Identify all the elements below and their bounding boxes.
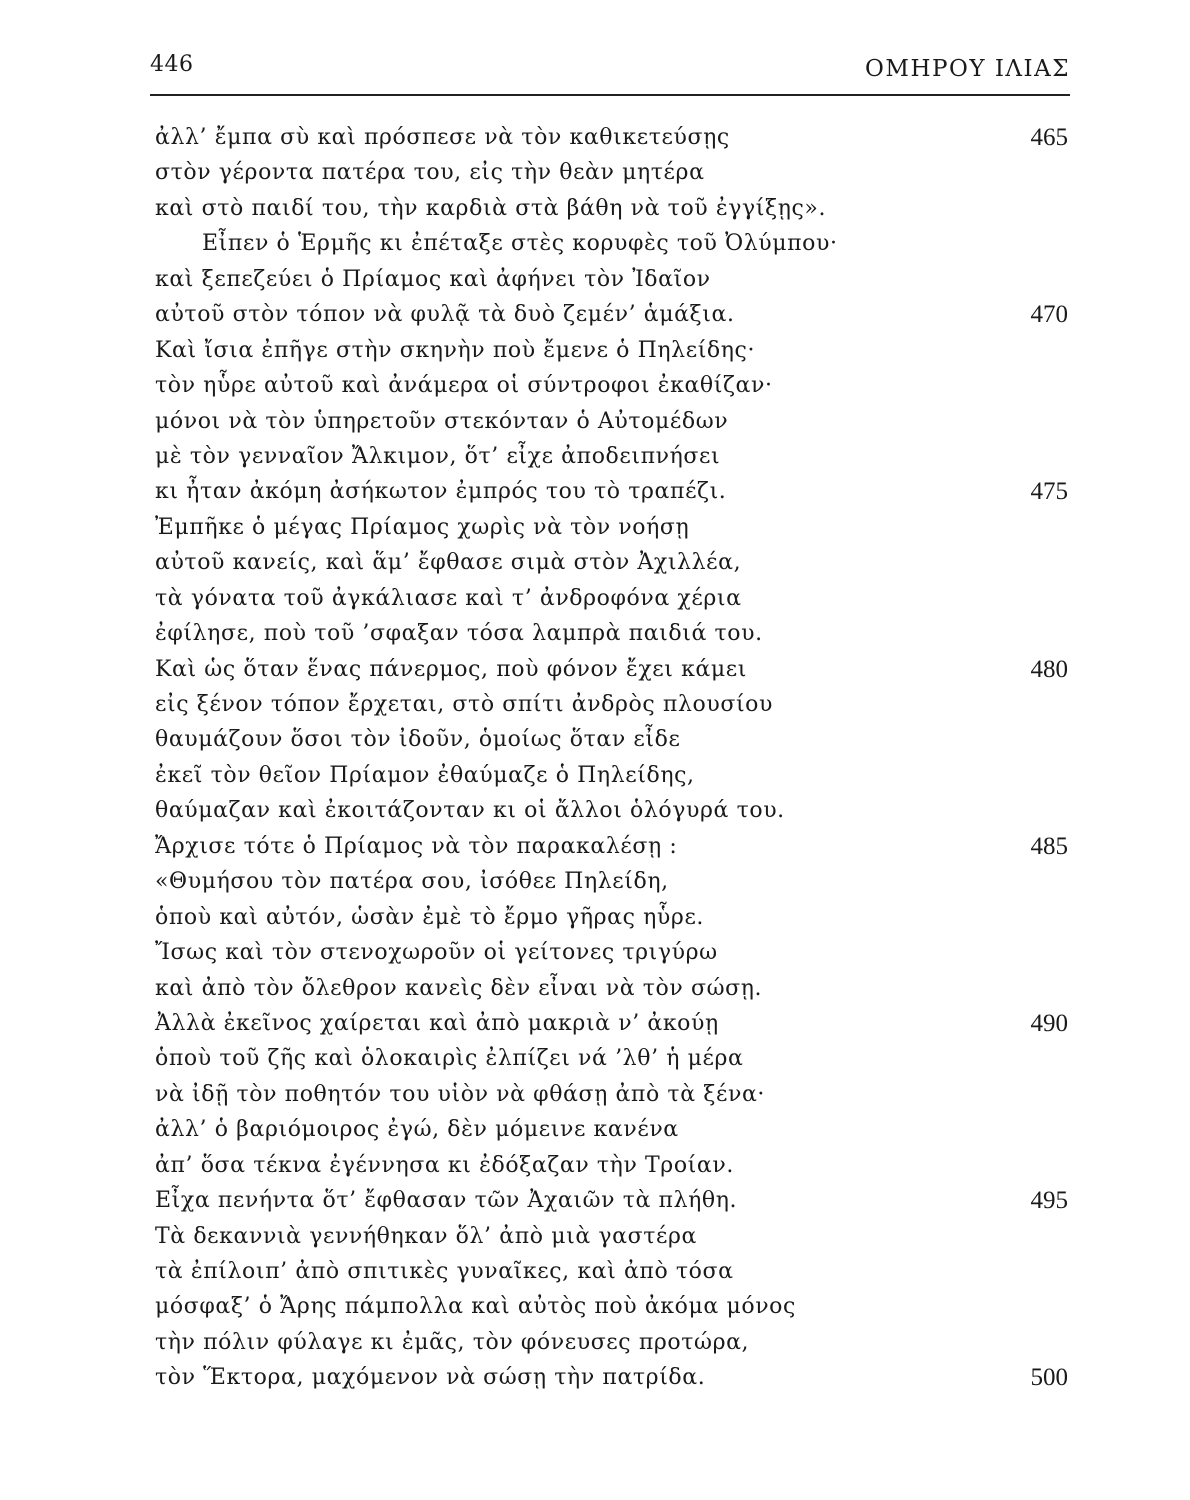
line-number: 470 — [1030, 301, 1068, 329]
verse-block — [0, 120, 1190, 1396]
verse-text: ἀλλ’ ἔμπα σὺ καὶ πρόσπεσε νὰ τὸν καθικετεύσῃς — [155, 125, 730, 150]
verse-line — [0, 333, 1190, 368]
line-number: 500 — [1030, 1364, 1068, 1392]
verse-text: «Θυμήσου τὸν πατέρα σου, ἰσόθεε Πηλείδη, — [155, 869, 669, 895]
verse-text: μόνοι νὰ τὸν ὑπηρετοῦν στεκόνταν ὁ Αὐτομέδων — [155, 408, 729, 434]
verse-text: θαύμαζαν καὶ ἐκοιτάζονταν κι οἱ ἄλλοι ὁλόγυρά του. — [155, 798, 785, 824]
verse-line — [0, 616, 1190, 651]
verse-line — [0, 262, 1190, 297]
verse-text: Καὶ ὡς ὅταν ἕνας πάνερμος, ποὺ φόνον ἔχει κάμει — [155, 656, 748, 682]
verse-line — [0, 510, 1190, 545]
verse-line — [0, 935, 1190, 970]
verse-line — [0, 581, 1190, 616]
page-number: 446 — [150, 52, 194, 77]
verse-line — [0, 1183, 1190, 1218]
verse-text: τὸν ηὗρε αὐτοῦ καὶ ἀνάμερα οἱ σύντροφοι ἐκαθίζαν· — [155, 373, 773, 399]
verse-text: ἀπ’ ὅσα τέκνα ἐγέννησα κι ἐδόξαζαν τὴν Τροίαν. — [155, 1152, 734, 1178]
verse-text: Τὰ δεκαννιὰ γεννήθηκαν ὅλ’ ἀπὸ μιὰ γαστέρα — [155, 1223, 697, 1249]
verse-text: ὁποὺ καὶ αὐτόν, ὡσὰν ἐμὲ τὸ ἔρμο γῆρας ηὗρε. — [155, 904, 705, 930]
verse-line — [0, 297, 1190, 332]
verse-line — [0, 652, 1190, 687]
verse-line — [0, 900, 1190, 935]
verse-line — [0, 1077, 1190, 1112]
verse-text: Καὶ ἴσια ἐπῆγε στὴν σκηνὴν ποὺ ἔμενε ὁ Πηλείδης· — [155, 337, 756, 363]
verse-text: καὶ στὸ παιδί του, τὴν καρδιὰ στὰ βάθη νὰ τοῦ ἐγγίξῃς». — [155, 195, 827, 221]
verse-line — [0, 155, 1190, 190]
line-number: 495 — [1030, 1187, 1068, 1215]
verse-line — [0, 474, 1190, 509]
verse-text: τὸν Ἕκτορα, μαχόμενον νὰ σώσῃ τὴν πατρίδα. — [155, 1365, 706, 1391]
verse-line — [0, 120, 1190, 155]
verse-text: νὰ ἰδῇ τὸν ποθητόν του υἱὸν νὰ φθάσῃ ἀπὸ τὰ ξένα· — [155, 1081, 765, 1107]
verse-text: θαυμάζουν ὅσοι τὸν ἰδοῦν, ὁμοίως ὅταν εἶδε — [155, 727, 681, 753]
verse-line — [0, 1148, 1190, 1183]
verse-line — [0, 829, 1190, 864]
verse-text: ἀλλ’ ὁ βαριόμοιρος ἐγώ, δὲν μόμεινε κανένα — [155, 1117, 679, 1143]
verse-text: ὁποὺ τοῦ ζῆς καὶ ὁλοκαιρὶς ἐλπίζει νά ’λθ’ ἡ μέρα — [155, 1046, 744, 1072]
verse-line — [0, 439, 1190, 474]
line-number: 475 — [1030, 478, 1068, 506]
verse-text: μόσφαξ’ ὁ Ἄρης πάμπολλα καὶ αὐτὸς ποὺ ἀκόμα μόνος — [155, 1294, 796, 1320]
verse-text: καὶ ἀπὸ τὸν ὄλεθρον κανεὶς δὲν εἶναι νὰ τὸν σώσῃ. — [155, 975, 763, 1001]
verse-line — [0, 722, 1190, 757]
verse-line — [0, 191, 1190, 226]
verse-text: αὐτοῦ κανείς, καὶ ἅμ’ ἔφθασε σιμὰ στὸν Ἀχιλλέα, — [155, 550, 742, 576]
verse-line — [0, 1289, 1190, 1324]
verse-line — [0, 1360, 1190, 1395]
verse-text: ἐφίλησε, ποὺ τοῦ ’σφαξαν τόσα λαμπρὰ παιδιά του. — [155, 621, 763, 647]
verse-text: τὰ γόνατα τοῦ ἀγκάλιασε καὶ τ’ ἀνδροφόνα χέρια — [155, 585, 742, 611]
verse-line — [0, 226, 1190, 261]
verse-line — [0, 793, 1190, 828]
verse-text: κι ἦταν ἀκόμη ἀσήκωτον ἐμπρός του τὸ τραπέζι. — [155, 479, 727, 505]
verse-line — [0, 687, 1190, 722]
verse-text: Εἶπεν ὁ Ἑρμῆς κι ἐπέταξε στὲς κορυφὲς τοῦ Ὀλύμπου· — [202, 231, 838, 257]
verse-text: τὴν πόλιν φύλαγε κι ἐμᾶς, τὸν φόνευσες προτώρα, — [155, 1329, 750, 1355]
verse-text: Ἴσως καὶ τὸν στενοχωροῦν οἱ γείτονες τριγύρω — [155, 940, 718, 966]
verse-text: ἐκεῖ τὸν θεῖον Πρίαμον ἐθαύμαζε ὁ Πηλείδης, — [155, 762, 695, 788]
verse-line — [0, 971, 1190, 1006]
verse-line — [0, 1254, 1190, 1289]
verse-text: μὲ τὸν γενναῖον Ἄλκιμον, ὅτ’ εἶχε ἀποδειπνήσει — [155, 443, 721, 469]
verse-line — [0, 1006, 1190, 1041]
verse-line — [0, 1041, 1190, 1076]
verse-line — [0, 545, 1190, 580]
verse-line — [0, 758, 1190, 793]
line-number: 480 — [1030, 655, 1068, 683]
verse-line — [0, 1325, 1190, 1360]
line-number: 485 — [1030, 832, 1068, 860]
verse-text: Ἐμπῆκε ὁ μέγας Πρίαμος χωρὶς νὰ τὸν νοήσῃ — [155, 514, 690, 540]
verse-text: τὰ ἐπίλοιπ’ ἀπὸ σπιτικὲς γυναῖκες, καὶ ἀπὸ τόσα — [155, 1259, 734, 1284]
verse-line — [0, 1219, 1190, 1254]
verse-text: καὶ ξεπεζεύει ὁ Πρίαμος καὶ ἀφήνει τὸν Ἰδαῖον — [155, 266, 711, 292]
verse-line — [0, 864, 1190, 899]
verse-line — [0, 1112, 1190, 1147]
verse-text: εἰς ξένον τόπον ἔρχεται, στὸ σπίτι ἀνδρὸς πλουσίου — [155, 692, 774, 717]
verse-text: στὸν γέροντα πατέρα του, εἰς τὴν θεὰν μητέρα — [155, 160, 705, 186]
verse-text: Εἶχα πενήντα ὅτ’ ἔφθασαν τῶν Ἀχαιῶν τὰ πλήθη. — [155, 1188, 738, 1214]
line-number: 490 — [1030, 1009, 1068, 1037]
verse-line — [0, 368, 1190, 403]
line-number: 465 — [1030, 124, 1068, 151]
running-title: ΟΜΗΡΟΥ ΙΛΙΑΣ — [865, 56, 1070, 82]
verse-text: αὐτοῦ στὸν τόπον νὰ φυλᾷ τὰ δυὸ ζεμέν’ ἁμάξια. — [155, 302, 735, 328]
verse-line — [0, 404, 1190, 439]
verse-text: Ἄρχισε τότε ὁ Πρίαμος νὰ τὸν παρακαλέσῃ : — [155, 833, 678, 859]
verse-text: Ἀλλὰ ἐκεῖνος χαίρεται καὶ ἀπὸ μακριὰ ν’ ἀκούῃ — [155, 1010, 719, 1036]
header-rule — [150, 94, 1070, 96]
